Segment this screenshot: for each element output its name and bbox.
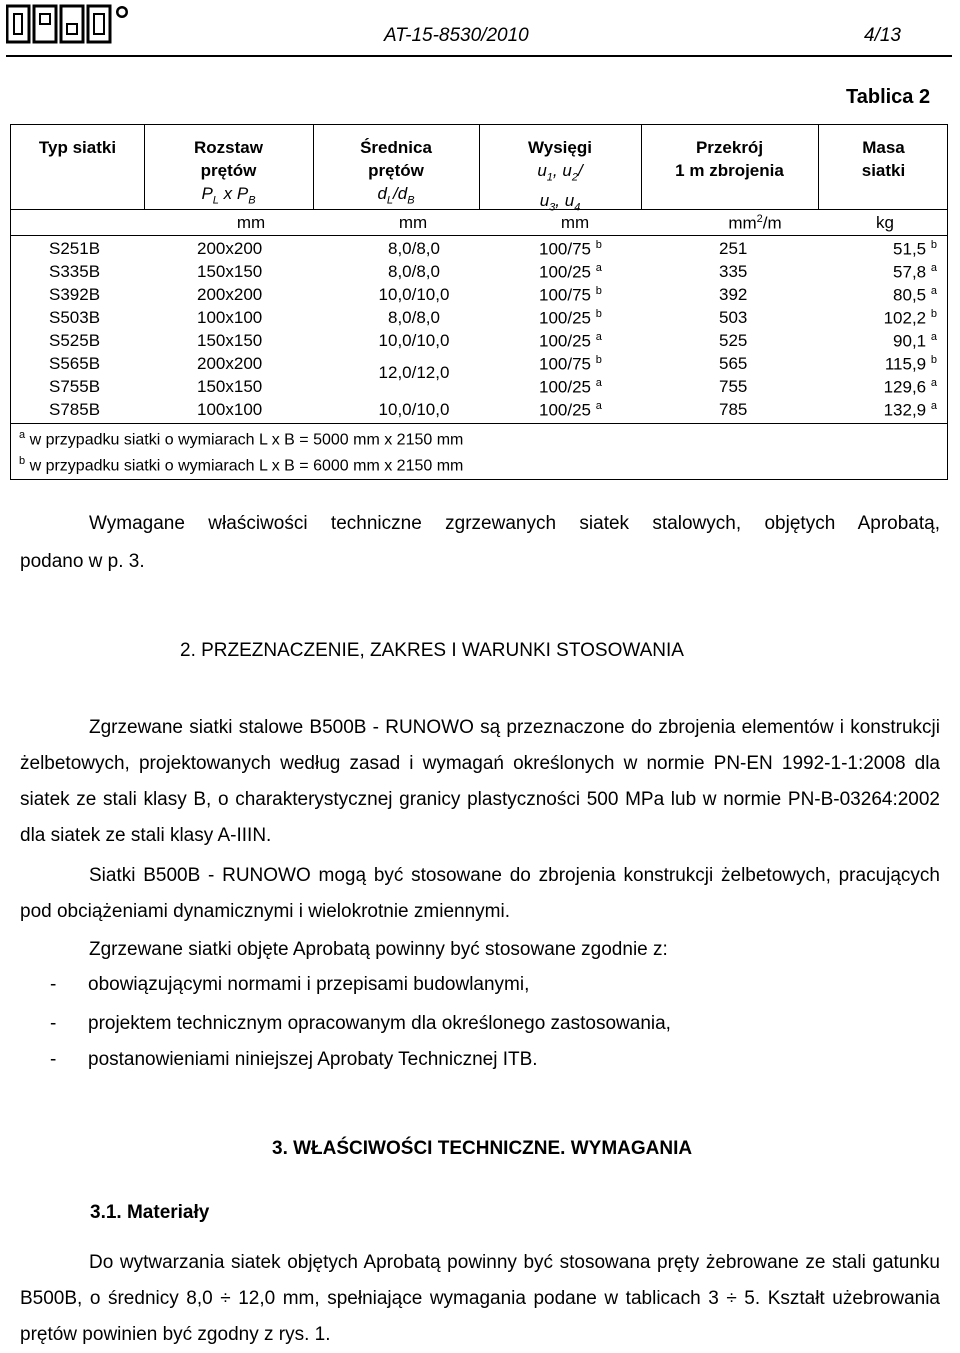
section-2-paragraph-3: Zgrzewane siatki objęte Aprobatą powinny być stosowane zgodnie z: bbox=[89, 939, 668, 960]
cell-masa: 90,1 $^a$ bbox=[893, 331, 937, 351]
cell-srednica-merged: 12,0/12,0 bbox=[378, 363, 450, 382]
cell-przekroj: 251 bbox=[719, 239, 748, 258]
cell-masa: 102,2 $^b$ bbox=[883, 308, 937, 328]
table-footnote-divider bbox=[11, 423, 947, 424]
header-srednica: Średnica prętów $d_L/d_B$ bbox=[360, 138, 432, 207]
mesh-table bbox=[10, 124, 948, 480]
header-typ: Typ siatki bbox=[38, 138, 117, 157]
unit-wysiegi: mm bbox=[560, 213, 590, 232]
unit-masa: kg bbox=[876, 213, 894, 232]
cell-srednica: 8,0/8,0 bbox=[388, 308, 440, 327]
cell-type: S755B bbox=[49, 377, 101, 396]
cell-type: S392B bbox=[49, 285, 101, 304]
cell-masa: 129,6 $^a$ bbox=[883, 377, 937, 397]
cell-przekroj: 755 bbox=[719, 377, 748, 396]
cell-rozstaw: 200x200 bbox=[197, 239, 263, 258]
section-3-title: 3. WŁAŚCIWOŚCI TECHNICZNE. WYMAGANIA bbox=[272, 1138, 693, 1159]
cell-wysiegi: 100/25 $^a$ bbox=[539, 400, 602, 420]
cell-masa: 57,8 $^a$ bbox=[893, 262, 937, 282]
cell-rozstaw: 150x150 bbox=[197, 331, 263, 350]
cell-rozstaw: 100x100 bbox=[197, 308, 263, 327]
section-2-title: 2. PRZEZNACZENIE, ZAKRES I WARUNKI STOSOWANIA bbox=[180, 640, 684, 661]
header-divider bbox=[6, 55, 952, 57]
cell-wysiegi: 100/75 $^b$ bbox=[539, 285, 602, 305]
cell-rozstaw: 100x100 bbox=[197, 400, 263, 419]
cell-rozstaw: 150x150 bbox=[197, 262, 263, 281]
unit-rozstaw: mm bbox=[236, 213, 266, 232]
cell-srednica: 8,0/8,0 bbox=[388, 239, 440, 258]
document-number: AT-15-8530/2010 bbox=[384, 25, 529, 46]
section-2-paragraph-2: Siatki B500B - RUNOWO mogą być stosowane do zbrojenia konstrukcji żelbetowych, pracujących pod obciążeniami dynamicznymi i wielokrotnie zmiennymi. bbox=[20, 865, 940, 922]
list-item: - obowiązującymi normami i przepisami budowlanymi, bbox=[50, 974, 530, 995]
cell-przekroj: 392 bbox=[719, 285, 748, 304]
cell-wysiegi: 100/75 $^b$ bbox=[539, 354, 602, 374]
unit-przekroj: $mm^2/m$ bbox=[728, 213, 782, 233]
cell-rozstaw: 200x200 bbox=[197, 285, 263, 304]
cell-rozstaw: 150x150 bbox=[197, 377, 263, 396]
cell-wysiegi: 100/75 $^b$ bbox=[539, 239, 602, 259]
cell-type: S335B bbox=[49, 262, 101, 281]
cell-przekroj: 785 bbox=[719, 400, 748, 419]
intro-text-line2: podano w p. 3. bbox=[20, 551, 145, 572]
header-wysiegi: Wysięgi $u_1$, $u_2/$ $u_3$, $u_4$ bbox=[528, 138, 592, 214]
cell-przekroj: 565 bbox=[719, 354, 748, 373]
cell-type: S503B bbox=[49, 308, 101, 327]
cell-wysiegi: 100/25 $^a$ bbox=[539, 262, 602, 282]
cell-wysiegi: 100/25 $^a$ bbox=[539, 331, 602, 351]
unit-srednica: mm bbox=[398, 213, 428, 232]
cell-przekroj: 503 bbox=[719, 308, 748, 327]
cell-masa: 51,5 $^b$ bbox=[893, 239, 937, 259]
section-3-1-title: 3.1. Materiały bbox=[90, 1202, 210, 1223]
cell-wysiegi: 100/25 $^a$ bbox=[539, 377, 602, 397]
header-rozstaw: Rozstaw prętów $P_L$ x $P_B$ bbox=[194, 138, 263, 207]
cell-srednica: 10,0/10,0 bbox=[378, 400, 450, 419]
cell-wysiegi: 100/25 $^b$ bbox=[539, 308, 602, 328]
cell-type: S251B bbox=[49, 239, 101, 258]
page-number: 4/13 bbox=[864, 25, 901, 46]
cell-type: S785B bbox=[49, 400, 101, 419]
cell-przekroj: 525 bbox=[719, 331, 748, 350]
cell-srednica: 8,0/8,0 bbox=[388, 262, 440, 281]
list-item: - projektem technicznym opracowanym dla określonego zastosowania, bbox=[50, 1013, 671, 1034]
table-caption: Tablica 2 bbox=[846, 86, 931, 108]
itb-logo bbox=[6, 4, 130, 44]
cell-masa: 115,9 $^b$ bbox=[884, 354, 937, 374]
header-przekroj: Przekrój 1 m zbrojenia bbox=[675, 138, 784, 180]
cell-srednica: 10,0/10,0 bbox=[378, 331, 450, 350]
list-item: - postanowieniami niniejszej Aprobaty Technicznej ITB. bbox=[50, 1049, 538, 1070]
header-masa: Masa siatki bbox=[861, 138, 906, 180]
intro-text-line1: Wymagane właściwości techniczne zgrzewanych siatek stalowych, objętych Aprobatą, bbox=[89, 513, 940, 534]
cell-type: S565B bbox=[49, 354, 101, 373]
table-footnote-b: $^b$ w przypadku siatki o wymiarach L x B = 6000 mm x 2150 mm bbox=[19, 455, 464, 475]
cell-przekroj: 335 bbox=[719, 262, 748, 281]
cell-srednica: 10,0/10,0 bbox=[378, 285, 450, 304]
cell-type: S525B bbox=[49, 331, 101, 350]
cell-rozstaw: 200x200 bbox=[197, 354, 263, 373]
cell-masa: 132,9 $^a$ bbox=[883, 400, 937, 420]
section-3-1-paragraph: Do wytwarzania siatek objętych Aprobatą powinny być stosowana pręty żebrowane ze stali gatunku B500B, o średnicy 8,0 ÷ 12,0 mm, spełniające wymagania podane w tablicach 3 ÷ 5. Kształt użebrowania prętów powinien być zgodny z rys. 1. bbox=[20, 1252, 940, 1345]
table-footnote-a: $^a$ w przypadku siatki o wymiarach L x B = 5000 mm x 2150 mm bbox=[19, 429, 464, 449]
table-units-divider bbox=[11, 235, 947, 236]
cell-masa: 80,5 $^a$ bbox=[893, 285, 937, 305]
section-2-paragraph-1: Zgrzewane siatki stalowe B500B - RUNOWO są przeznaczone do zbrojenia elementów i konstrukcji żelbetowych, projektowanych według zasad i wymagań określonych w normie PN-EN 1992-1-1:2008 dla siatek ze stali klasy B, o charakterystycznej granicy plastyczności 500 MPa lub w normie PN-B-03264:2002 dla siatek ze stali klasy A-IIIN. bbox=[20, 717, 940, 846]
